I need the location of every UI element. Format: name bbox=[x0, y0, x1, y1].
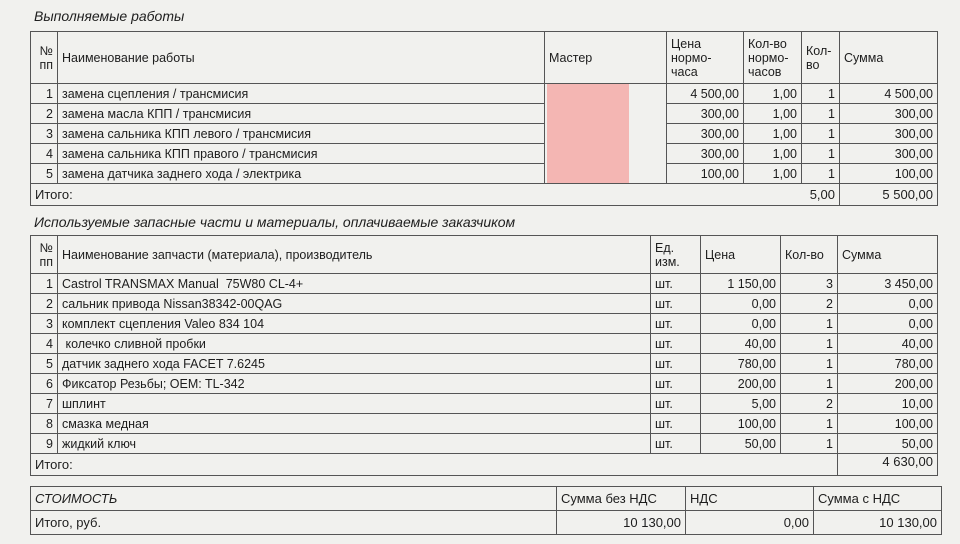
row-number: 1 bbox=[31, 84, 58, 104]
master-cell bbox=[545, 84, 667, 184]
works-col-price: Цена нормо- часа bbox=[667, 32, 744, 84]
quantity: 1 bbox=[781, 374, 838, 394]
parts-col-sum: Сумма bbox=[838, 236, 938, 274]
row-number: 6 bbox=[31, 374, 58, 394]
row-number: 4 bbox=[31, 334, 58, 354]
sum: 300,00 bbox=[840, 124, 938, 144]
unit: шт. bbox=[651, 374, 701, 394]
part-name: шплинт bbox=[58, 394, 651, 414]
table-row bbox=[31, 354, 938, 374]
hours: 1,00 bbox=[744, 164, 802, 184]
sum: 300,00 bbox=[840, 144, 938, 164]
sum: 300,00 bbox=[840, 104, 938, 124]
master-redaction-mask bbox=[547, 84, 629, 183]
table-row bbox=[31, 334, 938, 354]
table-row bbox=[31, 374, 938, 394]
row-number: 3 bbox=[31, 124, 58, 144]
parts-col-num: № пп bbox=[31, 236, 58, 274]
sum: 3 450,00 bbox=[838, 274, 938, 294]
quantity: 1 bbox=[802, 164, 840, 184]
works-col-sum: Сумма bbox=[840, 32, 938, 84]
work-name: замена масла КПП / трансмисия bbox=[58, 104, 545, 124]
unit: шт. bbox=[651, 434, 701, 454]
part-name: сальник привода Nissan38342-00QAG bbox=[58, 294, 651, 314]
sum: 40,00 bbox=[838, 334, 938, 354]
work-name: замена сцепления / трансмисия bbox=[58, 84, 545, 104]
sum: 0,00 bbox=[838, 314, 938, 334]
parts-col-unit: Ед. изм. bbox=[651, 236, 701, 274]
quantity: 1 bbox=[781, 314, 838, 334]
row-number: 4 bbox=[31, 144, 58, 164]
quantity: 2 bbox=[781, 394, 838, 414]
works-total-hours: 5,00 bbox=[802, 184, 840, 206]
parts-col-price: Цена bbox=[701, 236, 781, 274]
price: 100,00 bbox=[701, 414, 781, 434]
cost-header-row bbox=[31, 487, 942, 511]
quantity: 1 bbox=[781, 354, 838, 374]
quantity: 1 bbox=[781, 434, 838, 454]
parts-table bbox=[30, 235, 938, 476]
price: 40,00 bbox=[701, 334, 781, 354]
cost-header-no-vat: Сумма без НДС bbox=[557, 487, 686, 511]
sum: 4 500,00 bbox=[840, 84, 938, 104]
works-header-row bbox=[31, 32, 938, 84]
unit: шт. bbox=[651, 274, 701, 294]
row-number: 3 bbox=[31, 314, 58, 334]
table-row bbox=[31, 434, 938, 454]
sum: 10,00 bbox=[838, 394, 938, 414]
quantity: 1 bbox=[802, 84, 840, 104]
unit: шт. bbox=[651, 334, 701, 354]
sum: 50,00 bbox=[838, 434, 938, 454]
cost-vat-value: 0,00 bbox=[686, 511, 814, 535]
cost-total-label: Итого, руб. bbox=[31, 511, 557, 535]
price: 1 150,00 bbox=[701, 274, 781, 294]
hours: 1,00 bbox=[744, 84, 802, 104]
price: 0,00 bbox=[701, 314, 781, 334]
part-name: смазка медная bbox=[58, 414, 651, 434]
part-name: комплект сцепления Valeo 834 104 bbox=[58, 314, 651, 334]
works-col-num: № пп bbox=[31, 32, 58, 84]
parts-total-row bbox=[31, 454, 938, 476]
table-row bbox=[31, 294, 938, 314]
quantity: 1 bbox=[781, 414, 838, 434]
table-row bbox=[31, 414, 938, 434]
cost-label: СТОИМОСТЬ bbox=[31, 487, 557, 511]
works-total-row bbox=[31, 184, 938, 206]
hours: 1,00 bbox=[744, 124, 802, 144]
price: 5,00 bbox=[701, 394, 781, 414]
table-row bbox=[31, 144, 938, 164]
cost-header-vat: НДС bbox=[686, 487, 814, 511]
cost-table bbox=[30, 486, 942, 535]
work-name: замена сальника КПП правого / трансмисия bbox=[58, 144, 545, 164]
parts-body bbox=[31, 274, 938, 476]
table-row bbox=[31, 274, 938, 294]
sum: 780,00 bbox=[838, 354, 938, 374]
hour-price: 300,00 bbox=[667, 104, 744, 124]
row-number: 9 bbox=[31, 434, 58, 454]
unit: шт. bbox=[651, 394, 701, 414]
part-name: датчик заднего хода FACET 7.6245 bbox=[58, 354, 651, 374]
unit: шт. bbox=[651, 314, 701, 334]
hour-price: 300,00 bbox=[667, 144, 744, 164]
part-name: колечко сливной пробки bbox=[58, 334, 651, 354]
table-row bbox=[31, 164, 938, 184]
price: 780,00 bbox=[701, 354, 781, 374]
parts-col-qty: Кол-во bbox=[781, 236, 838, 274]
row-number: 2 bbox=[31, 294, 58, 314]
unit: шт. bbox=[651, 414, 701, 434]
part-name: Castrol TRANSMAX Manual 75W80 CL-4+ bbox=[58, 274, 651, 294]
quantity: 1 bbox=[802, 104, 840, 124]
unit: шт. bbox=[651, 354, 701, 374]
row-number: 1 bbox=[31, 274, 58, 294]
works-section-title: Выполняемые работы bbox=[34, 8, 185, 24]
parts-col-name: Наименование запчасти (материала), производитель bbox=[58, 236, 651, 274]
hours: 1,00 bbox=[744, 104, 802, 124]
works-col-master: Мастер bbox=[545, 32, 667, 84]
price: 200,00 bbox=[701, 374, 781, 394]
cost-total-row bbox=[31, 511, 942, 535]
works-total-label: Итого: bbox=[31, 184, 802, 206]
unit: шт. bbox=[651, 294, 701, 314]
row-number: 2 bbox=[31, 104, 58, 124]
part-name: Фиксатор Резьбы; OEM: TL-342 bbox=[58, 374, 651, 394]
works-table bbox=[30, 31, 938, 206]
parts-section-title: Используемые запасные части и материалы, оплачиваемые заказчиком bbox=[34, 214, 516, 230]
sum: 0,00 bbox=[838, 294, 938, 314]
hour-price: 4 500,00 bbox=[667, 84, 744, 104]
cost-no-vat-value: 10 130,00 bbox=[557, 511, 686, 535]
row-number: 5 bbox=[31, 164, 58, 184]
quantity: 1 bbox=[802, 144, 840, 164]
row-number: 7 bbox=[31, 394, 58, 414]
works-col-name: Наименование работы bbox=[58, 32, 545, 84]
works-total-sum: 5 500,00 bbox=[840, 184, 938, 206]
sum: 100,00 bbox=[840, 164, 938, 184]
hour-price: 300,00 bbox=[667, 124, 744, 144]
price: 50,00 bbox=[701, 434, 781, 454]
row-number: 5 bbox=[31, 354, 58, 374]
cost-header-with-vat: Сумма с НДС bbox=[814, 487, 942, 511]
table-row bbox=[31, 104, 938, 124]
table-row bbox=[31, 124, 938, 144]
hour-price: 100,00 bbox=[667, 164, 744, 184]
hours: 1,00 bbox=[744, 144, 802, 164]
price: 0,00 bbox=[701, 294, 781, 314]
quantity: 1 bbox=[781, 334, 838, 354]
parts-total-sum: 4 630,00 bbox=[838, 454, 938, 476]
quantity: 2 bbox=[781, 294, 838, 314]
quantity: 1 bbox=[802, 124, 840, 144]
work-name: замена датчика заднего хода / электрика bbox=[58, 164, 545, 184]
part-name: жидкий ключ bbox=[58, 434, 651, 454]
quantity: 3 bbox=[781, 274, 838, 294]
table-row bbox=[31, 394, 938, 414]
works-body bbox=[31, 84, 938, 206]
cost-with-vat-value: 10 130,00 bbox=[814, 511, 942, 535]
works-col-hours: Кол-во нормо- часов bbox=[744, 32, 802, 84]
work-name: замена сальника КПП левого / трансмисия bbox=[58, 124, 545, 144]
table-row bbox=[31, 84, 938, 104]
table-row bbox=[31, 314, 938, 334]
row-number: 8 bbox=[31, 414, 58, 434]
parts-header-row bbox=[31, 236, 938, 274]
parts-total-label: Итого: bbox=[31, 454, 838, 476]
works-col-qty: Кол- во bbox=[802, 32, 840, 84]
sum: 200,00 bbox=[838, 374, 938, 394]
sum: 100,00 bbox=[838, 414, 938, 434]
